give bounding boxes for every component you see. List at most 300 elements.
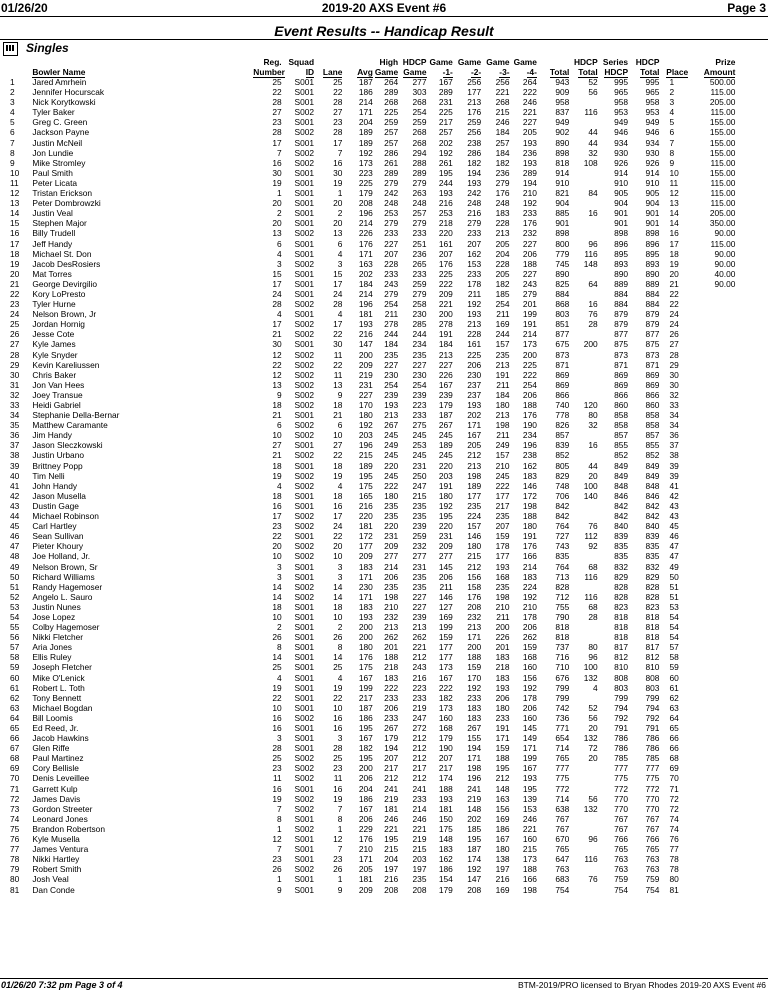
cell-lane: 20 bbox=[333, 198, 343, 209]
section-heading bbox=[3, 41, 69, 57]
cell-high-game: 235 bbox=[384, 349, 399, 360]
cell-rank: 73 bbox=[10, 803, 20, 814]
cell-game-2: 212 bbox=[467, 450, 482, 461]
table-row bbox=[0, 420, 768, 430]
cell-reg-number: 27 bbox=[272, 440, 282, 451]
table-row bbox=[0, 350, 768, 360]
cell-series-hdcp: 823 bbox=[614, 601, 629, 612]
cell-avg: 189 bbox=[358, 460, 373, 471]
cell-reg-number: 28 bbox=[272, 97, 282, 108]
cell-game-4: 156 bbox=[522, 672, 537, 683]
cell-game-1: 177 bbox=[438, 642, 453, 653]
cell-game-3: 183 bbox=[495, 208, 510, 219]
cell-bowler-name: Kory LoPresto bbox=[32, 288, 86, 299]
cell-rank: 79 bbox=[10, 864, 20, 875]
cell-rank: 58 bbox=[10, 652, 20, 663]
cell-rank: 81 bbox=[10, 884, 20, 895]
cell-lane: 21 bbox=[333, 410, 343, 421]
cell-bowler-name: Dan Conde bbox=[32, 884, 75, 895]
cell-lane: 28 bbox=[333, 97, 343, 108]
cell-game-2: 176 bbox=[467, 107, 482, 118]
cell-series-hdcp: 840 bbox=[614, 521, 629, 532]
cell-game-4: 199 bbox=[522, 309, 537, 320]
cell-avg: 171 bbox=[358, 248, 373, 259]
table-row bbox=[0, 339, 768, 349]
table-row bbox=[0, 178, 768, 188]
cell-lane: 16 bbox=[333, 723, 343, 733]
cell-series-hdcp: 828 bbox=[614, 581, 629, 592]
cell-game-4: 192 bbox=[522, 682, 537, 693]
cell-hdcp-game: 289 bbox=[412, 167, 427, 178]
cell-game-3: 211 bbox=[496, 430, 510, 441]
cell-high-game: 207 bbox=[384, 753, 399, 764]
cell-hdcp-series-total: 772 bbox=[645, 783, 660, 794]
cell-lane: 17 bbox=[333, 511, 343, 522]
cell-hdcp-total: 116 bbox=[584, 591, 598, 602]
cell-lane: 17 bbox=[333, 137, 343, 148]
cell-game-4: 159 bbox=[522, 642, 537, 653]
cell-game-1: 187 bbox=[438, 410, 453, 421]
cell-game-4: 193 bbox=[522, 137, 537, 148]
cell-bowler-name: Gordon Streeter bbox=[32, 803, 93, 814]
cell-high-game: 232 bbox=[384, 611, 399, 622]
cell-squad-id: S001 bbox=[294, 460, 315, 471]
cell-avg: 193 bbox=[358, 611, 373, 622]
cell-reg-number: 17 bbox=[272, 278, 282, 289]
cell-hdcp-game: 231 bbox=[412, 460, 427, 471]
cell-rank: 27 bbox=[10, 339, 20, 350]
cell-hdcp-total bbox=[569, 814, 597, 824]
cell-avg: 205 bbox=[358, 864, 373, 875]
cell-rank: 18 bbox=[10, 248, 20, 259]
cell-game-1: 257 bbox=[438, 127, 453, 138]
cell-game-3: 171 bbox=[495, 733, 510, 744]
cell-game-3: 211 bbox=[496, 309, 510, 320]
cell-high-game: 248 bbox=[384, 198, 399, 209]
cell-rank: 22 bbox=[10, 288, 20, 299]
cell-rank: 45 bbox=[10, 521, 20, 532]
cell-prize-amount: 115.00 bbox=[710, 87, 736, 98]
cell-hdcp-game: 234 bbox=[412, 339, 427, 350]
cell-bowler-name: Brandon Robertson bbox=[32, 823, 105, 834]
cell-game-1: 253 bbox=[438, 208, 453, 219]
cell-game-3: 210 bbox=[495, 460, 510, 471]
cell-avg: 204 bbox=[358, 117, 373, 128]
cell-hdcp-series-total: 866 bbox=[645, 389, 660, 400]
cell-rank: 33 bbox=[10, 400, 20, 410]
cell-series-hdcp: 770 bbox=[614, 803, 629, 814]
cell-avg: 175 bbox=[358, 480, 373, 491]
cell-game-4: 193 bbox=[522, 773, 537, 784]
cell-total: 714 bbox=[555, 743, 570, 754]
cell-game-4: 172 bbox=[522, 490, 537, 501]
cell-avg: 167 bbox=[358, 672, 373, 683]
cell-hdcp-series-total: 869 bbox=[645, 379, 660, 390]
cell-prize-amount: 90.00 bbox=[714, 278, 736, 289]
cell-hdcp-game: 212 bbox=[412, 753, 427, 764]
cell-game-1: 199 bbox=[438, 622, 453, 633]
cell-hdcp-total: 132 bbox=[583, 733, 598, 744]
cell-bowler-name: Denis Leveillee bbox=[32, 773, 90, 784]
cell-total: 909 bbox=[555, 87, 570, 98]
cell-game-1: 213 bbox=[438, 349, 453, 360]
cell-reg-number: 28 bbox=[272, 743, 282, 754]
cell-squad-id: S001 bbox=[294, 622, 315, 633]
cell-avg: 210 bbox=[358, 844, 373, 855]
cell-game-1: 184 bbox=[438, 339, 453, 350]
cell-game-1: 148 bbox=[438, 834, 453, 845]
cell-game-1: 195 bbox=[438, 511, 453, 522]
cell-hdcp-game: 277 bbox=[412, 77, 427, 87]
cell-squad-id: S001 bbox=[294, 167, 315, 178]
cell-game-2: 158 bbox=[467, 581, 482, 592]
cell-lane: 1 bbox=[337, 188, 343, 199]
cell-reg-number: 4 bbox=[276, 309, 282, 320]
cell-game-4: 178 bbox=[522, 692, 537, 703]
cell-game-3: 248 bbox=[495, 198, 510, 209]
cell-hdcp-series-total: 839 bbox=[645, 531, 660, 542]
cell-game-1: 154 bbox=[438, 874, 453, 885]
cell-total: 873 bbox=[555, 349, 570, 360]
cell-avg: 223 bbox=[358, 167, 373, 178]
cell-prize-amount bbox=[695, 299, 736, 309]
cell-place: 70 bbox=[669, 773, 679, 784]
table-row bbox=[0, 673, 768, 683]
cell-hdcp-series-total: 890 bbox=[645, 268, 660, 279]
header-date: 01/26/20 bbox=[1, 1, 48, 15]
cell-avg: 214 bbox=[358, 288, 373, 299]
cell-lane: 10 bbox=[333, 611, 343, 622]
cell-lane: 3 bbox=[337, 571, 343, 582]
cell-game-1: 277 bbox=[438, 551, 453, 562]
table-row bbox=[0, 521, 768, 531]
cell-avg: 189 bbox=[358, 137, 373, 148]
cell-series-hdcp: 849 bbox=[614, 460, 629, 471]
cell-high-game: 227 bbox=[384, 359, 399, 370]
table-row bbox=[0, 259, 768, 269]
cell-rank: 37 bbox=[10, 440, 20, 451]
cell-hdcp-series-total: 901 bbox=[645, 208, 660, 219]
cell-game-1: 203 bbox=[438, 470, 453, 481]
cell-game-4: 246 bbox=[522, 97, 537, 108]
cell-prize-amount: 155.00 bbox=[709, 127, 736, 138]
cell-game-1: 146 bbox=[438, 591, 453, 602]
cell-hdcp-game: 223 bbox=[412, 682, 427, 693]
cell-prize-amount bbox=[695, 339, 736, 349]
cell-hdcp-game: 223 bbox=[412, 400, 427, 410]
cell-lane: 1 bbox=[337, 823, 343, 834]
cell-rank: 2 bbox=[10, 87, 15, 98]
cell-hdcp-series-total: 799 bbox=[645, 692, 660, 703]
cell-place: 69 bbox=[669, 763, 679, 774]
cell-bowler-name: Carl Hartley bbox=[32, 521, 77, 532]
cell-total: 799 bbox=[555, 682, 570, 693]
cell-hdcp-total: 32 bbox=[588, 147, 598, 158]
cell-game-2: 211 bbox=[467, 288, 482, 299]
cell-high-game: 235 bbox=[384, 511, 399, 522]
cell-place: 22 bbox=[669, 299, 679, 310]
cell-game-4: 238 bbox=[522, 450, 537, 461]
cell-prize-amount bbox=[695, 562, 736, 572]
cell-hdcp-series-total: 926 bbox=[645, 157, 660, 168]
cell-place: 61 bbox=[669, 682, 679, 693]
cell-high-game: 267 bbox=[384, 723, 399, 733]
table-row bbox=[0, 360, 768, 370]
cell-squad-id: S001 bbox=[294, 611, 315, 622]
cell-hdcp-series-total: 770 bbox=[645, 803, 660, 814]
cell-hdcp-game: 253 bbox=[412, 440, 427, 451]
table-row bbox=[0, 309, 768, 319]
cell-hdcp-game: 219 bbox=[412, 834, 427, 845]
cell-series-hdcp: 958 bbox=[614, 97, 629, 108]
cell-hdcp-series-total: 846 bbox=[645, 490, 660, 501]
cell-game-1: 191 bbox=[438, 329, 453, 340]
cell-high-game: 222 bbox=[384, 682, 399, 693]
cell-rank: 50 bbox=[10, 571, 20, 582]
cell-bowler-name: Joseph Fletcher bbox=[32, 662, 92, 673]
cell-avg: 182 bbox=[358, 743, 373, 754]
table-row bbox=[0, 854, 768, 864]
col-hdcp-total: Total bbox=[578, 67, 598, 77]
cell-total: 949 bbox=[555, 117, 570, 128]
cell-squad-id: S002 bbox=[294, 470, 315, 481]
cell-bowler-name: Peter Licata bbox=[32, 177, 78, 188]
cell-place: 71 bbox=[669, 783, 679, 794]
cell-squad-id: S001 bbox=[294, 87, 315, 98]
cell-hdcp-series-total: 860 bbox=[645, 400, 660, 410]
cell-reg-number: 17 bbox=[272, 511, 282, 522]
cell-game-2: 196 bbox=[467, 773, 482, 784]
cell-rank: 5 bbox=[10, 117, 15, 128]
cell-squad-id: S001 bbox=[294, 692, 315, 703]
cell-total: 745 bbox=[555, 258, 570, 269]
cell-total: 763 bbox=[555, 864, 570, 875]
cell-reg-number: 28 bbox=[272, 127, 282, 138]
table-row bbox=[0, 228, 768, 238]
cell-total: 818 bbox=[555, 622, 570, 633]
cell-squad-id: S001 bbox=[294, 672, 315, 683]
cell-game-3: 213 bbox=[495, 359, 510, 370]
cell-place: 46 bbox=[669, 531, 679, 542]
cell-hdcp-game: 248 bbox=[412, 198, 427, 209]
cell-game-1: 226 bbox=[438, 369, 453, 380]
cell-avg: 176 bbox=[358, 652, 373, 663]
cell-squad-id: S001 bbox=[294, 440, 315, 451]
cell-place: 68 bbox=[669, 753, 679, 764]
cell-high-game: 213 bbox=[384, 410, 399, 421]
cell-reg-number: 7 bbox=[276, 147, 282, 158]
cell-hdcp-game: 263 bbox=[412, 188, 427, 199]
cell-rank: 11 bbox=[10, 177, 19, 188]
cell-hdcp-series-total: 832 bbox=[645, 561, 660, 572]
cell-hdcp-series-total: 763 bbox=[645, 854, 660, 865]
cell-hdcp-game: 265 bbox=[412, 258, 427, 269]
cell-bowler-name: Richard Williams bbox=[32, 571, 95, 582]
cell-squad-id: S001 bbox=[294, 531, 315, 542]
cell-series-hdcp: 910 bbox=[614, 177, 629, 188]
cell-total: 710 bbox=[555, 662, 570, 673]
cell-lane: 19 bbox=[333, 470, 343, 481]
cell-hdcp-series-total: 785 bbox=[645, 753, 660, 764]
cell-avg: 203 bbox=[358, 430, 373, 441]
cell-prize-amount: 40.00 bbox=[714, 268, 736, 279]
cell-total: 902 bbox=[555, 127, 570, 138]
cell-squad-id: S002 bbox=[294, 793, 315, 804]
cell-reg-number: 1 bbox=[276, 188, 282, 199]
cell-high-game: 279 bbox=[384, 218, 399, 229]
cell-hdcp-game: 241 bbox=[412, 783, 427, 794]
cell-hdcp-total bbox=[569, 622, 597, 632]
cell-game-1: 186 bbox=[438, 864, 453, 875]
cell-prize-amount bbox=[695, 420, 736, 430]
cell-rank: 12 bbox=[10, 188, 20, 199]
cell-rank: 60 bbox=[10, 672, 20, 683]
cell-place: 72 bbox=[669, 793, 679, 804]
cell-lane: 22 bbox=[333, 359, 343, 370]
cell-hdcp-total bbox=[569, 97, 597, 107]
cell-series-hdcp: 858 bbox=[614, 410, 629, 421]
cell-high-game: 259 bbox=[384, 117, 399, 128]
cell-game-2: 213 bbox=[467, 97, 482, 108]
cell-game-3: 245 bbox=[495, 470, 510, 481]
cell-lane: 13 bbox=[333, 379, 343, 390]
cell-game-3: 193 bbox=[495, 682, 510, 693]
cell-game-4: 222 bbox=[522, 87, 537, 98]
cell-game-2: 259 bbox=[467, 117, 482, 128]
cell-hdcp-game: 239 bbox=[412, 389, 427, 400]
table-row bbox=[0, 743, 768, 753]
cell-prize-amount bbox=[695, 773, 736, 783]
cell-hdcp-series-total: 835 bbox=[645, 551, 660, 562]
cell-avg: 181 bbox=[358, 874, 373, 885]
cell-hdcp-total: 44 bbox=[588, 127, 598, 138]
cell-game-4: 178 bbox=[522, 611, 537, 622]
col-prize-amount: Amount bbox=[703, 67, 736, 77]
cell-game-2: 183 bbox=[467, 702, 482, 713]
cell-hdcp-game: 254 bbox=[412, 107, 427, 118]
cell-hdcp-series-total: 767 bbox=[645, 823, 660, 834]
cell-hdcp-total: 80 bbox=[588, 410, 598, 421]
cell-game-1: 159 bbox=[438, 632, 453, 643]
cell-game-3: 182 bbox=[495, 157, 510, 168]
cell-reg-number: 10 bbox=[272, 430, 282, 441]
cell-prize-amount bbox=[695, 531, 736, 541]
cell-hdcp-total bbox=[569, 360, 597, 370]
cell-hdcp-total: 16 bbox=[588, 440, 598, 451]
cell-lane: 17 bbox=[333, 278, 343, 289]
cell-hdcp-game: 219 bbox=[412, 702, 427, 713]
cell-squad-id: S002 bbox=[294, 581, 315, 592]
cell-hdcp-total bbox=[569, 430, 597, 440]
cell-hdcp-game: 262 bbox=[412, 632, 427, 643]
cell-game-4: 196 bbox=[522, 440, 537, 451]
page-header bbox=[0, 0, 768, 17]
cell-game-2: 185 bbox=[467, 823, 482, 834]
cell-game-3: 212 bbox=[495, 773, 510, 784]
cell-game-4: 188 bbox=[522, 258, 537, 269]
cell-game-1: 175 bbox=[438, 823, 453, 834]
cell-lane: 4 bbox=[337, 672, 343, 683]
cell-game-2: 162 bbox=[467, 248, 482, 259]
cell-game-1: 218 bbox=[438, 218, 453, 229]
table-row bbox=[0, 551, 768, 561]
cell-game-2: 200 bbox=[467, 642, 482, 653]
cell-total: 837 bbox=[555, 107, 570, 118]
cell-reg-number: 20 bbox=[272, 198, 282, 209]
cell-place: 41 bbox=[669, 480, 679, 491]
cell-series-hdcp: 890 bbox=[614, 268, 629, 279]
cell-squad-id: S002 bbox=[294, 763, 315, 774]
cell-game-3: 205 bbox=[495, 238, 510, 249]
cell-lane: 22 bbox=[333, 531, 343, 542]
cell-series-hdcp: 879 bbox=[614, 309, 629, 320]
cell-game-2: 235 bbox=[467, 500, 482, 511]
cell-rank: 9 bbox=[10, 157, 15, 168]
cell-hdcp-total: 56 bbox=[588, 793, 598, 804]
table-row bbox=[0, 148, 768, 158]
cell-squad-id: S002 bbox=[294, 430, 315, 441]
cell-series-hdcp: 930 bbox=[614, 147, 629, 158]
cell-hdcp-total: 116 bbox=[584, 571, 598, 582]
cell-hdcp-series-total: 828 bbox=[645, 581, 660, 592]
cell-hdcp-game: 235 bbox=[412, 511, 427, 522]
cell-total: 826 bbox=[555, 420, 570, 431]
cell-place: 51 bbox=[669, 591, 679, 602]
col-game-4: -4- bbox=[526, 67, 537, 77]
cell-squad-id: S002 bbox=[294, 329, 315, 340]
cell-prize-amount bbox=[695, 572, 736, 582]
cell-high-game: 233 bbox=[384, 268, 399, 279]
table-row bbox=[0, 693, 768, 703]
cell-rank: 41 bbox=[10, 480, 20, 491]
cell-game-2: 213 bbox=[467, 622, 482, 633]
cell-game-4: 215 bbox=[522, 844, 537, 855]
col-game-2: -2- bbox=[470, 67, 482, 77]
table-row bbox=[0, 541, 768, 551]
cell-total: 890 bbox=[555, 268, 570, 279]
cell-game-3: 159 bbox=[495, 743, 510, 754]
cell-hdcp-series-total: 766 bbox=[645, 834, 660, 845]
cell-series-hdcp: 842 bbox=[614, 500, 629, 511]
cell-total: 713 bbox=[555, 571, 570, 582]
cell-hdcp-series-total: 895 bbox=[645, 248, 660, 259]
cell-hdcp-series-total: 777 bbox=[645, 763, 660, 774]
cell-reg-number: 19 bbox=[272, 177, 282, 188]
cell-high-game: 233 bbox=[384, 712, 399, 723]
cell-hdcp-total bbox=[569, 844, 597, 854]
cell-squad-id: S002 bbox=[294, 450, 315, 461]
cell-game-1: 267 bbox=[438, 420, 453, 431]
cell-rank: 68 bbox=[10, 753, 20, 764]
cell-game-1: 207 bbox=[438, 248, 453, 259]
cell-prize-amount bbox=[695, 289, 736, 299]
cell-total: 654 bbox=[555, 733, 570, 744]
table-row bbox=[0, 612, 768, 622]
cell-lane: 10 bbox=[333, 702, 343, 713]
cell-place: 76 bbox=[669, 834, 679, 845]
table-row bbox=[0, 107, 768, 117]
cell-game-2: 256 bbox=[467, 77, 482, 87]
cell-total: 800 bbox=[555, 238, 570, 249]
cell-bowler-name: Mike O'Lenick bbox=[32, 672, 85, 683]
cell-total: 778 bbox=[555, 410, 570, 421]
cell-place: 8 bbox=[669, 147, 675, 158]
cell-bowler-name: Greg C. Green bbox=[32, 117, 88, 128]
cell-high-game: 253 bbox=[384, 208, 399, 219]
cell-game-3: 186 bbox=[495, 823, 510, 834]
cell-avg: 186 bbox=[358, 712, 373, 723]
cell-series-hdcp: 810 bbox=[614, 662, 629, 673]
